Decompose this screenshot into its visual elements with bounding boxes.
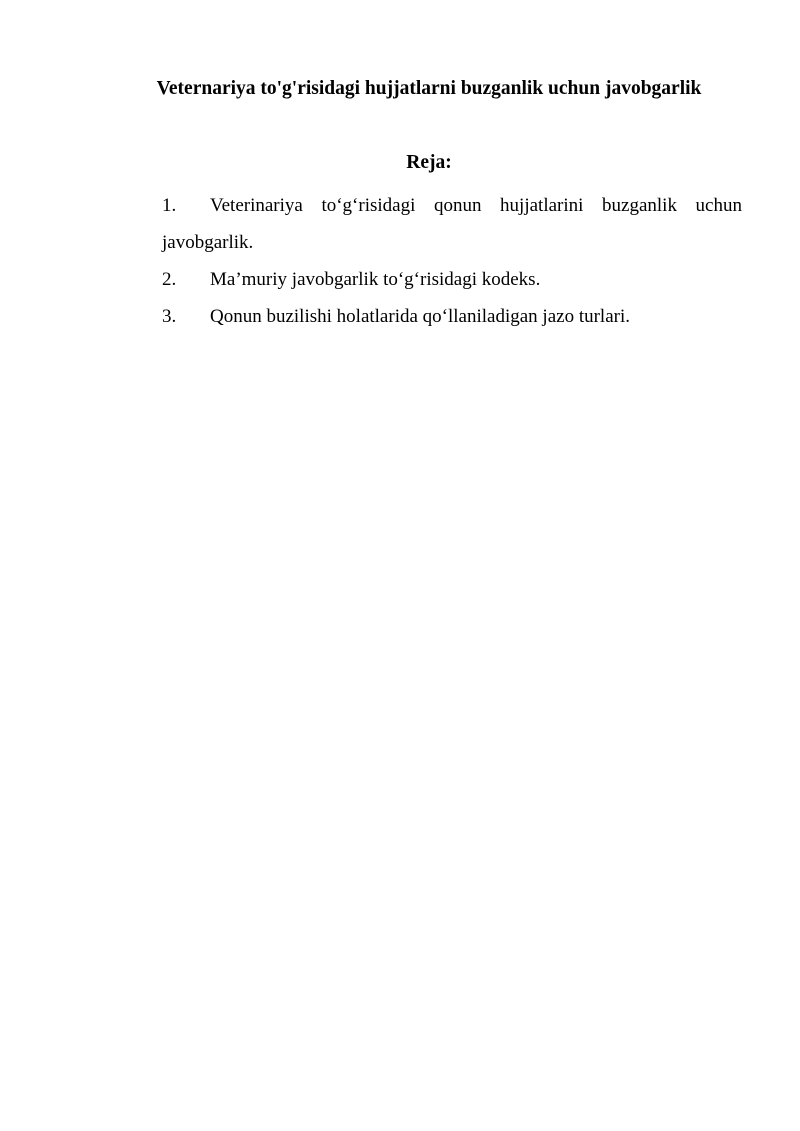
plan-item-1 <box>162 187 742 261</box>
plan-item-text-line2: javobgarlik. <box>162 232 254 253</box>
plan-list <box>162 187 742 335</box>
document-title: Veternariya to'g'risidagi hujjatlarni buzganlik uchun javobgarlik <box>156 78 702 99</box>
plan-item-text: Ma’muriy javobgarlik to‘g‘risidagi kodeks. <box>210 269 541 290</box>
plan-item-text: Qonun buzilishi holatlarida qo‘llaniladigan jazo turlari. <box>210 306 630 327</box>
plan-heading: Reja: <box>406 152 452 173</box>
plan-item-number: 2. <box>162 269 177 290</box>
plan-item-number: 1. <box>162 195 177 216</box>
plan-item-number: 3. <box>162 306 177 327</box>
plan-item-2 <box>162 261 742 298</box>
plan-item-text-line1: Veterinariya to‘g‘risidagi qonun hujjatlarini buzganlik uchun <box>210 195 742 216</box>
plan-item-3 <box>162 298 742 335</box>
